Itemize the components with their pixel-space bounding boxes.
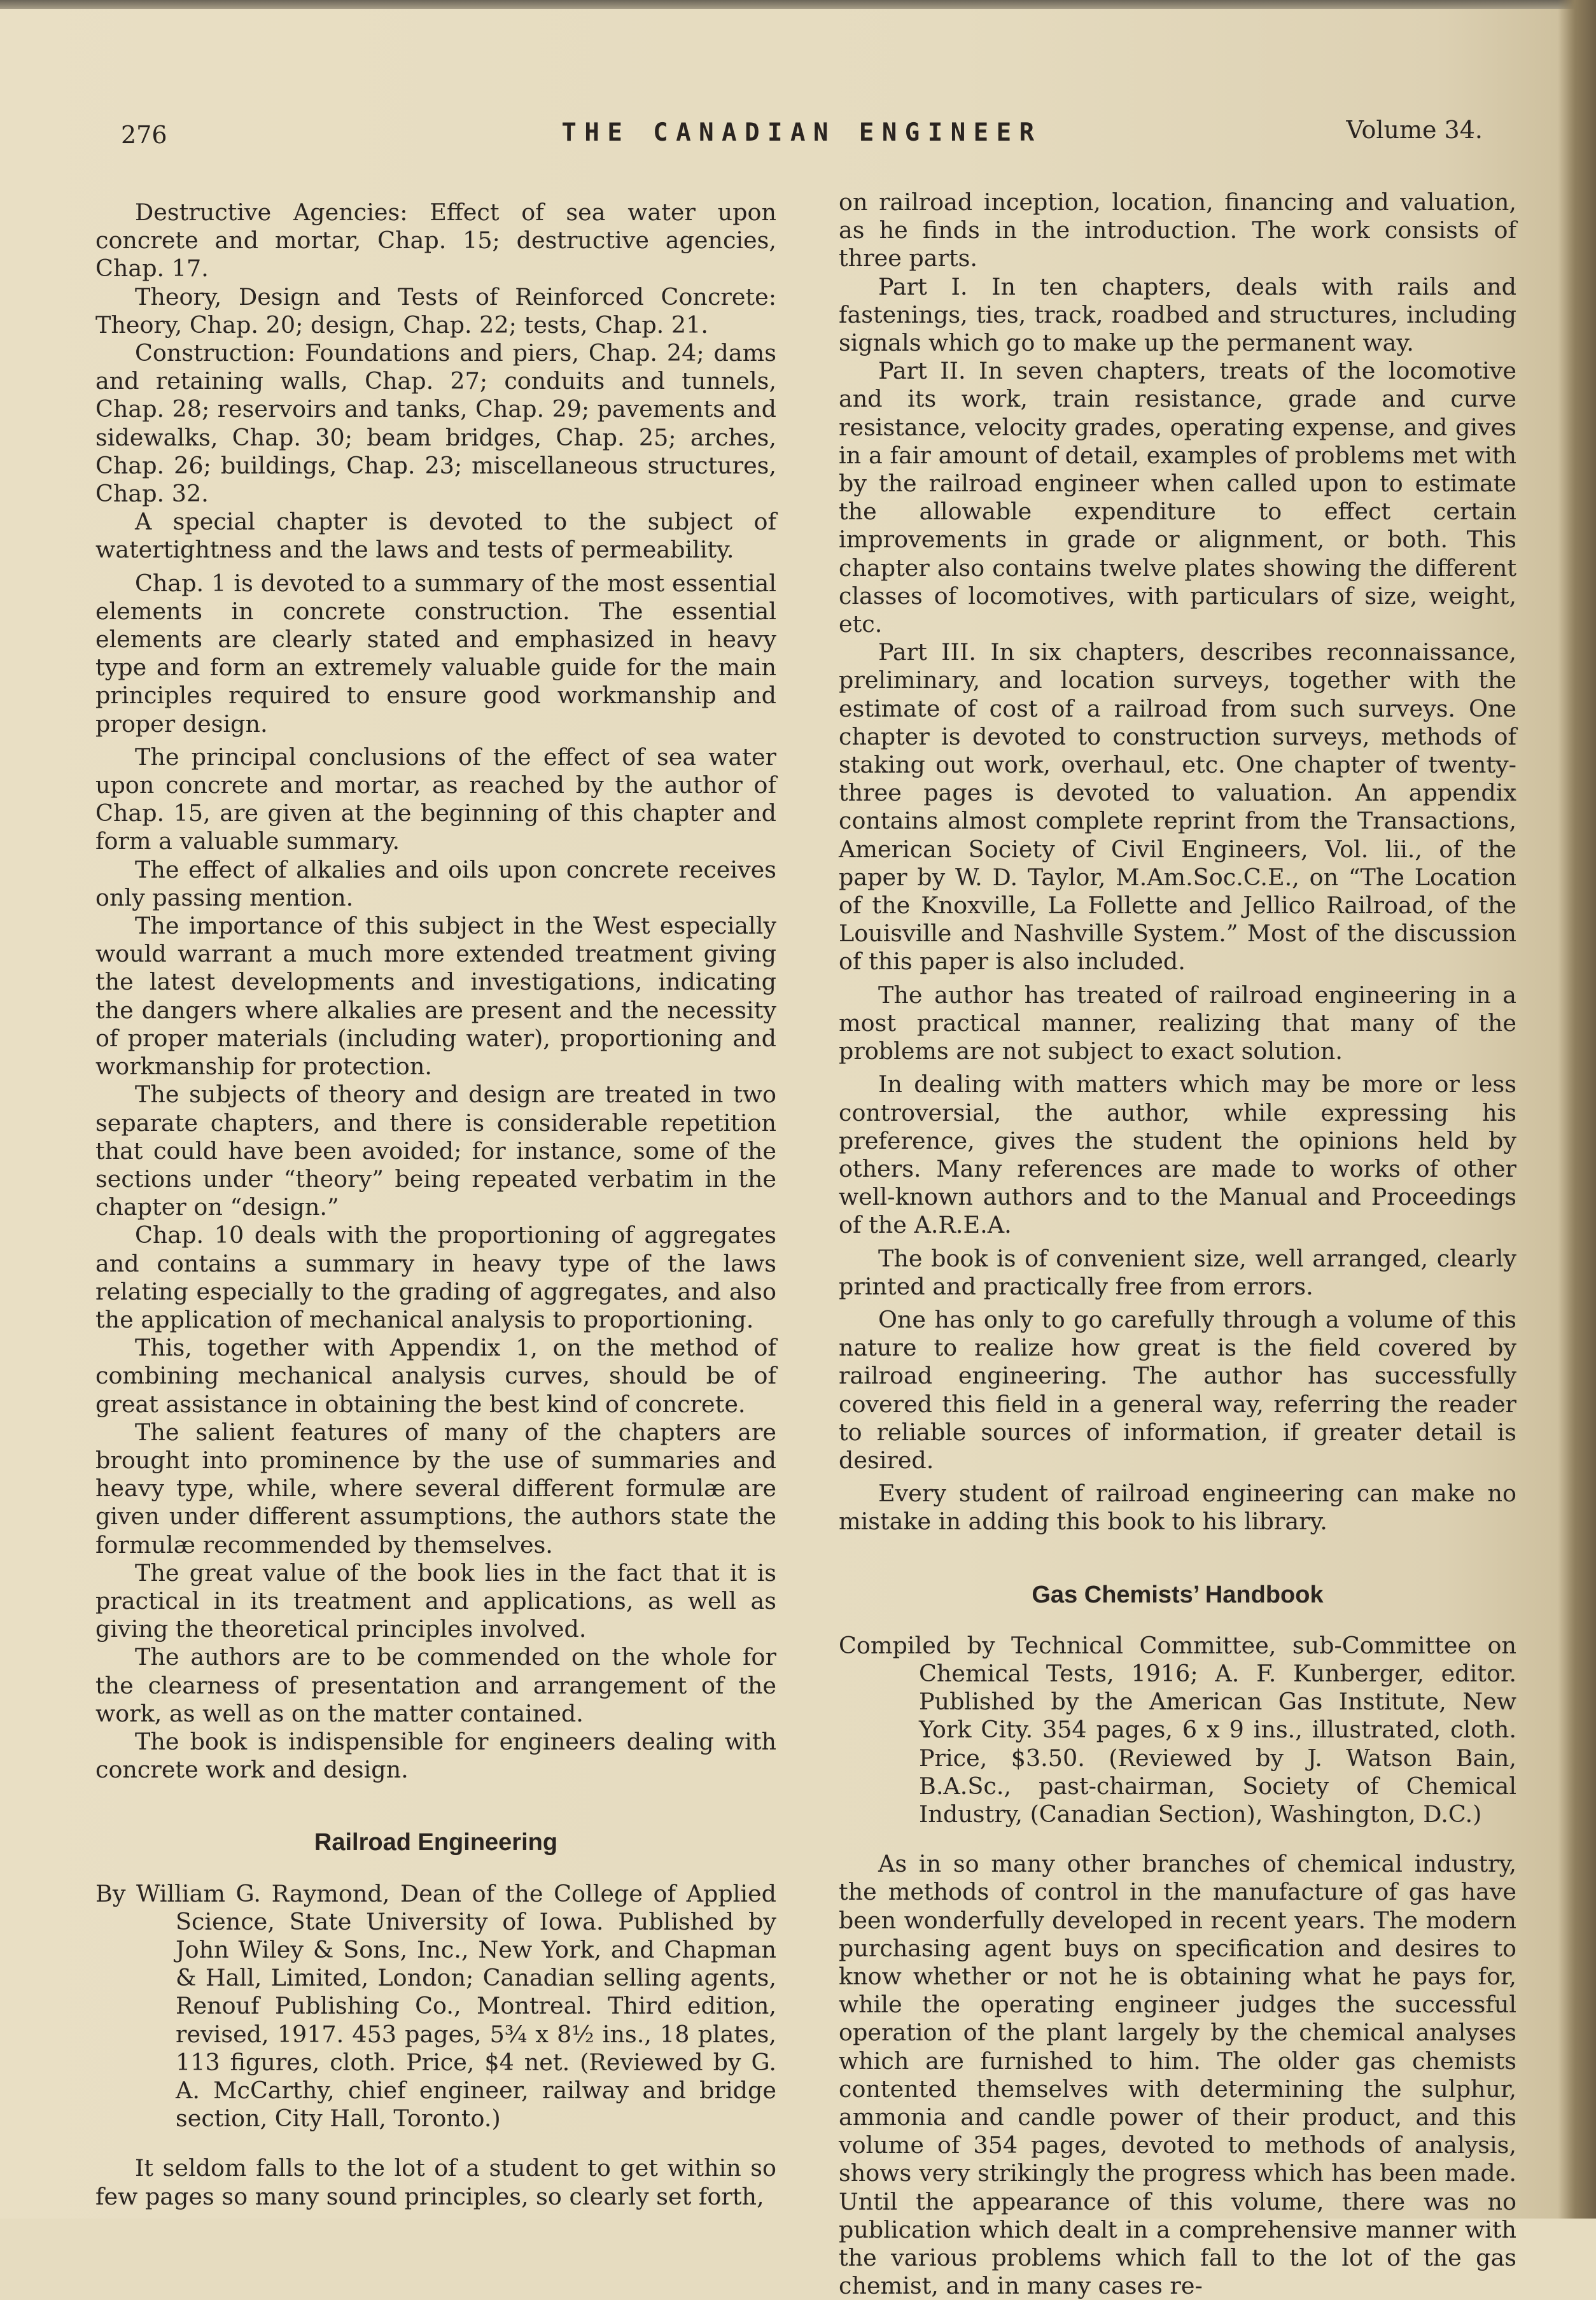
section-heading-gas-chemists-handbook: Gas Chemists’ Handbook: [1032, 1581, 1324, 1608]
paragraph: Chap. 10 deals with the proportioning of aggregates and contains a summary in heavy type of the laws relating especially to the grading of aggregates, and also the application of mechanical analysis to proportioning.: [95, 1221, 776, 1333]
paragraph: The salient features of many of the chapters are brought into prominence by the use of summaries and heavy type, while, where several different formulæ are given under different assumptions, the authors state the formulæ recommended by themselves.: [95, 1418, 776, 1559]
paragraph: The authors are to be commended on the whole for the clearness of presentation and arrangement of the work, as well as on the matter contained.: [95, 1643, 776, 1727]
volume-label: Volume 34.: [1346, 116, 1483, 144]
paragraph: As in so many other branches of chemical industry, the methods of control in the manufacture of gas have been wonderfully developed in recent years. The modern purchasing agent buys on specification and desires to know whether or not he is obtaining what he pays for, while the operating engineer judges the successful operation of the plant largely by the chemical analyses which are furnished to him. The older gas chemists contented themselves with determining the sulphur, ammonia and candle power of their product, and this volume of 354 pages, devoted to methods of analysis, shows very strikingly the progress which has been made. Until the appearance of this volume, there was no publication which dealt in a comprehensive manner with the various problems which fall to the lot of the gas chemist, and in many cases re-: [839, 1850, 1516, 2300]
paragraph: The principal conclusions of the effect of sea water upon concrete and mortar, as reached by the author of Chap. 15, are given at the beginning of this chapter and form a valuable summary.: [95, 743, 776, 855]
paragraph: The book is indispensible for engineers dealing with concrete work and design.: [95, 1727, 776, 1784]
bibliographic-entry: Compiled by Technical Committee, sub-Committee on Chemical Tests, 1916; A. F. Kunberger, editor. Published by the American Gas Institute, New York City. 354 pages, 6 x 9 ins., illustrated, cloth. Price, $3.50. (Reviewed by J. Watson Bain, B.A.Sc., past-chairman, Society of Chemical Industry, (Canadian Section), Washington, D.C.): [839, 1631, 1516, 1828]
paragraph: Part I. In ten chapters, deals with rails and fastenings, ties, track, roadbed and structures, including signals which go to make up the permanent way.: [839, 272, 1516, 357]
page-binding-shadow: [1558, 0, 1596, 2219]
paragraph: The importance of this subject in the West especially would warrant a much more extended treatment giving the latest developments and investigations, indicating the dangers where alkalies are present and the necessity of proper materials (including water), proportioning and workmanship for protection.: [95, 912, 776, 1081]
paragraph: Theory, Design and Tests of Reinforced Concrete: Theory, Chap. 20; design, Chap. 22; tests, Chap. 21.: [95, 283, 776, 339]
paragraph: This, together with Appendix 1, on the method of combining mechanical analysis curves, should be of great assistance in obtaining the best kind of concrete.: [95, 1334, 776, 1418]
bibliographic-entry: By William G. Raymond, Dean of the College of Applied Science, State University of Iowa. Published by John Wiley & Sons, Inc., New York, and Chapman & Hall, Limited, London; Canadian selling agents, Renouf Publishing Co., Montreal. Third edition, revised, 1917. 453 pages, 5¾ x 8½ ins., 18 plates, 113 figures, cloth. Price, $4 net. (Reviewed by G. A. McCarthy, chief engineer, railway and bridge section, City Hall, Toronto.): [95, 1879, 776, 2133]
running-title: THE CANADIAN ENGINEER: [561, 118, 1042, 147]
section-heading-railroad-engineering: Railroad Engineering: [314, 1829, 558, 1856]
paragraph: The effect of alkalies and oils upon concrete receives only passing mention.: [95, 855, 776, 911]
paragraph: Part III. In six chapters, describes reconnaissance, preliminary, and location surveys, together with the estimate of cost of a railroad from such surveys. One chapter is devoted to construction surveys, methods of staking out work, overhaul, etc. One chapter of twenty-three pages is devoted to valuation. An appendix contains almost complete reprint from the Transactions, American Society of Civil Engineers, Vol. lii., of the paper by W. D. Taylor, M.Am.Soc.C.E., on “The Location of the Knoxville, La Follette and Jellico Railroad, of the Louisville and Nashville System.” Most of the discussion of this paper is also included.: [839, 638, 1516, 976]
page-top-edge: [0, 0, 1596, 9]
paragraph: Every student of railroad engineering can make no mistake in adding this book to his library.: [839, 1480, 1516, 1536]
paragraph: One has only to go carefully through a volume of this nature to realize how great is the field covered by railroad engineering. The author has successfully covered this field in a general way, referring the reader to reliable sources of information, if greater detail is desired.: [839, 1305, 1516, 1474]
paragraph: It seldom falls to the lot of a student to get within so few pages so many sound principles, so clearly set forth,: [95, 2154, 776, 2210]
paragraph: The subjects of theory and design are treated in two separate chapters, and there is considerable repetition that could have been avoided; for instance, some of the sections under “theory” being repeated verbatim in the chapter on “design.”: [95, 1081, 776, 1221]
page-header: [121, 113, 1483, 158]
paragraph: Chap. 1 is devoted to a summary of the most essential elements in concrete construction. The essential elements are clearly stated and emphasized in heavy type and form an extremely valuable guide for the main principles required to ensure good workmanship and proper design.: [95, 569, 776, 738]
paragraph: In dealing with matters which may be more or less controversial, the author, while expressing his preference, gives the student the opinions held by others. Many references are made to works of other well-known authors and to the Manual and Proceedings of the A.R.E.A.: [839, 1070, 1516, 1239]
left-column: [95, 199, 776, 2210]
paragraph: Construction: Foundations and piers, Chap. 24; dams and retaining walls, Chap. 27; conduits and tunnels, Chap. 28; reservoirs and tanks, Chap. 29; pavements and sidewalks, Chap. 30; beam bridges, Chap. 25; arches, Chap. 26; buildings, Chap. 23; miscellaneous structures, Chap. 32.: [95, 339, 776, 508]
paragraph: on railroad inception, location, financing and valuation, as he finds in the introduction. The work consists of three parts.: [839, 188, 1516, 272]
paragraph: Part II. In seven chapters, treats of the locomotive and its work, train resistance, grade and curve resistance, velocity grades, operating expense, and gives in a fair amount of detail, examples of problems met with by the railroad engineer when called upon to estimate the allowable expenditure to effect certain improvements in grade or alignment, or both. This chapter also contains twelve plates showing the different classes of locomotives, with particulars of size, weight, etc.: [839, 357, 1516, 638]
page-number: 276: [121, 121, 167, 149]
paragraph: The book is of convenient size, well arranged, clearly printed and practically free from errors.: [839, 1244, 1516, 1300]
paragraph: A special chapter is devoted to the subject of watertightness and the laws and tests of permeability.: [95, 508, 776, 564]
right-column: [839, 188, 1516, 2300]
paragraph: Destructive Agencies: Effect of sea water upon concrete and mortar, Chap. 15; destructive agencies, Chap. 17.: [95, 199, 776, 283]
paragraph: The author has treated of railroad engineering in a most practical manner, realizing that many of the problems are not subject to exact solution.: [839, 981, 1516, 1065]
paragraph: The great value of the book lies in the fact that it is practical in its treatment and applications, as well as giving the theoretical principles involved.: [95, 1559, 776, 1643]
